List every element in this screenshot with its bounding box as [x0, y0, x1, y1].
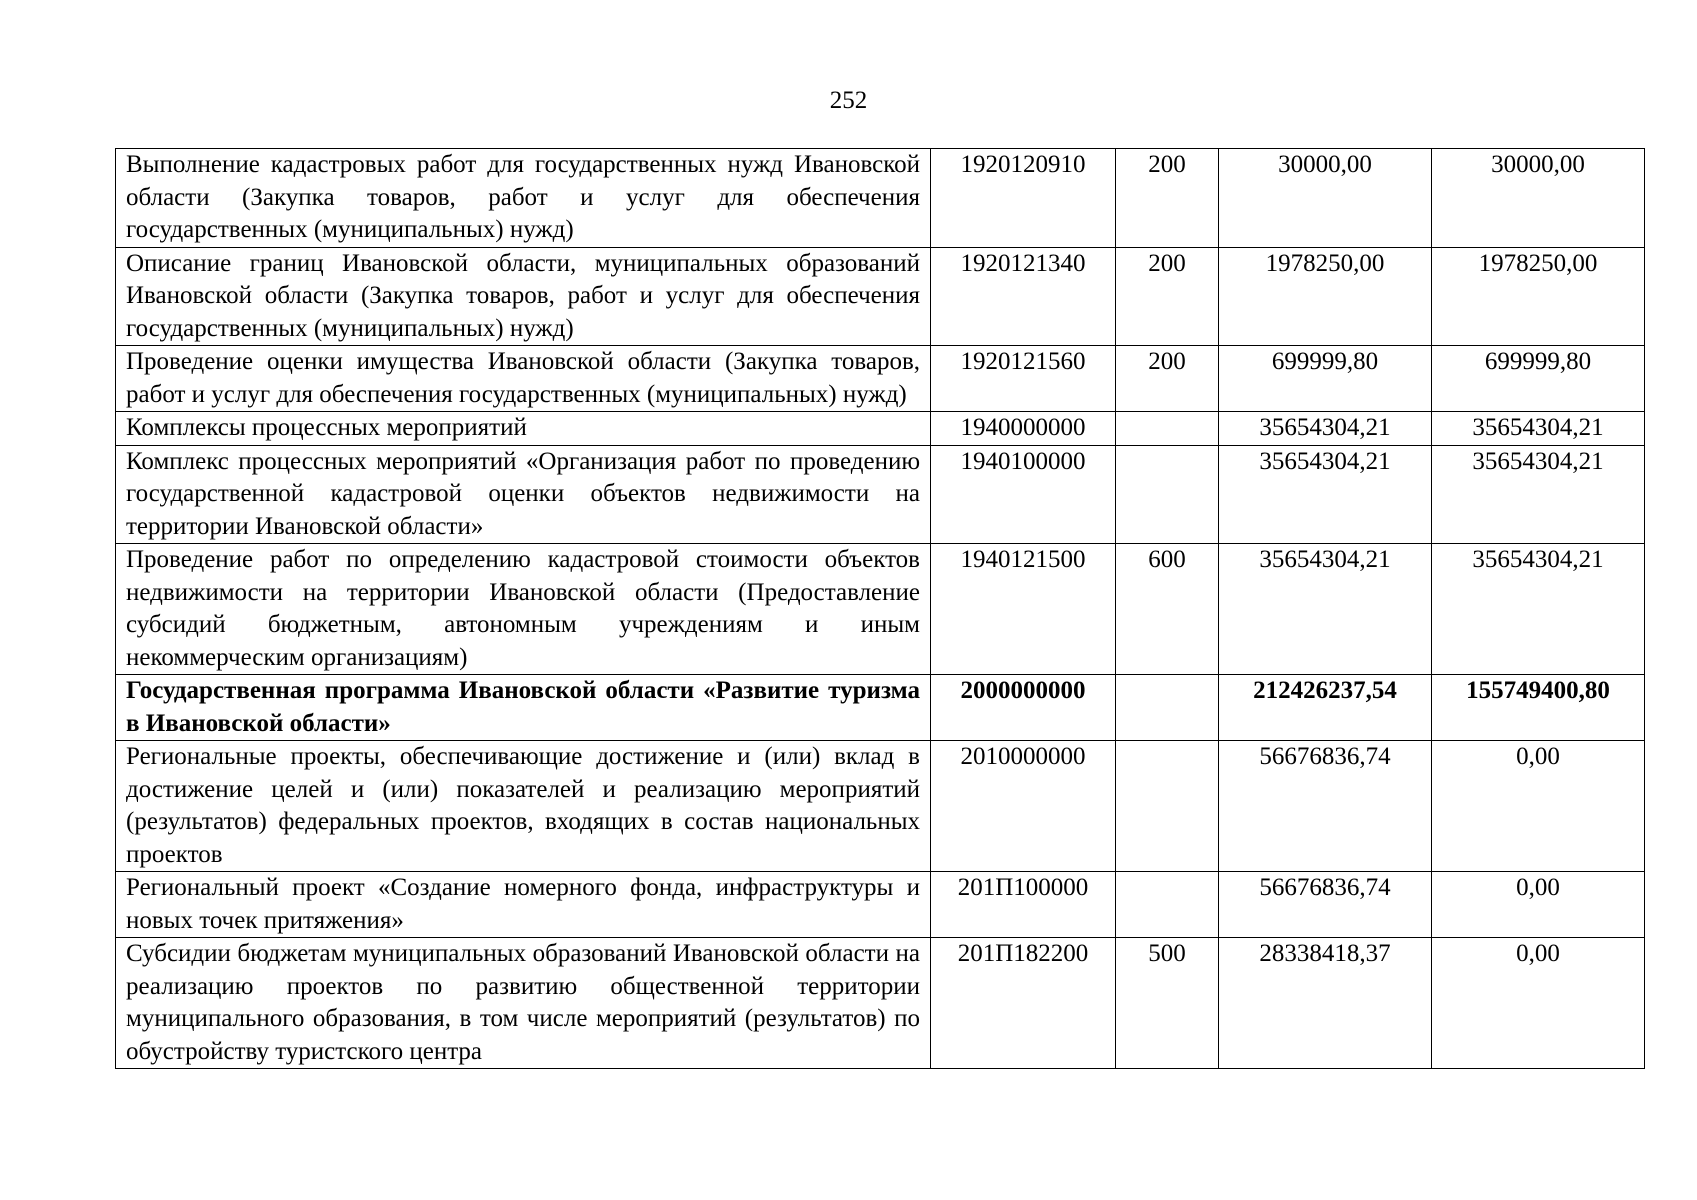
expense-name-cell: Субсидии бюджетам муниципальных образований Ивановской области на реализацию проектов по развитию общественной территории муниципального образования, в том числе мероприятий (результатов) по обустройству туристского центра	[116, 938, 931, 1069]
table-row	[116, 149, 1645, 248]
amount-first-year-cell: 56676836,74	[1219, 741, 1432, 872]
table-row	[116, 412, 1645, 446]
amount-first-year-cell: 699999,80	[1219, 346, 1432, 412]
expense-name-cell: Выполнение кадастровых работ для государственных нужд Ивановской области (Закупка товаров, работ и услуг для обеспечения государственных (муниципальных) нужд)	[116, 149, 931, 248]
expense-name-cell: Региональные проекты, обеспечивающие достижение и (или) вклад в достижение целей и (или) показателей и реализацию мероприятий (результатов) федеральных проектов, входящих в состав национальных проектов	[116, 741, 931, 872]
target-article-code-cell: 1940100000	[931, 445, 1116, 544]
amount-second-year-cell: 35654304,21	[1432, 445, 1645, 544]
amount-first-year-cell: 30000,00	[1219, 149, 1432, 248]
amount-second-year-cell: 35654304,21	[1432, 544, 1645, 675]
budget-table-body	[116, 149, 1645, 1069]
table-row	[116, 544, 1645, 675]
target-article-code-cell: 1920121560	[931, 346, 1116, 412]
amount-first-year-cell: 35654304,21	[1219, 544, 1432, 675]
amount-second-year-cell: 699999,80	[1432, 346, 1645, 412]
expense-type-cell	[1116, 445, 1219, 544]
table-row	[116, 872, 1645, 938]
amount-second-year-cell: 0,00	[1432, 938, 1645, 1069]
amount-second-year-cell: 35654304,21	[1432, 412, 1645, 446]
target-article-code-cell: 2010000000	[931, 741, 1116, 872]
amount-first-year-cell: 35654304,21	[1219, 445, 1432, 544]
table-row	[116, 247, 1645, 346]
expense-type-cell: 200	[1116, 149, 1219, 248]
target-article-code-cell: 1940000000	[931, 412, 1116, 446]
amount-second-year-cell: 30000,00	[1432, 149, 1645, 248]
table-row	[116, 346, 1645, 412]
expense-type-cell	[1116, 412, 1219, 446]
expense-name-cell: Описание границ Ивановской области, муниципальных образований Ивановской области (Закупка товаров, работ и услуг для обеспечения государственных (муниципальных) нужд)	[116, 247, 931, 346]
target-article-code-cell: 1940121500	[931, 544, 1116, 675]
expense-type-cell	[1116, 675, 1219, 741]
table-row	[116, 445, 1645, 544]
target-article-code-cell: 201П182200	[931, 938, 1116, 1069]
budget-table	[115, 148, 1645, 1069]
expense-name-cell: Комплексы процессных мероприятий	[116, 412, 931, 446]
expense-type-cell: 600	[1116, 544, 1219, 675]
expense-type-cell	[1116, 741, 1219, 872]
expense-type-cell	[1116, 872, 1219, 938]
table-row	[116, 741, 1645, 872]
page-number: 252	[829, 87, 868, 114]
amount-second-year-cell: 155749400,80	[1432, 675, 1645, 741]
amount-first-year-cell: 1978250,00	[1219, 247, 1432, 346]
amount-second-year-cell: 1978250,00	[1432, 247, 1645, 346]
expense-name-cell: Проведение работ по определению кадастровой стоимости объектов недвижимости на территории Ивановской области (Предоставление субсидий бюджетным, автономным учреждениям и иным некоммерческим организациям)	[116, 544, 931, 675]
amount-first-year-cell: 35654304,21	[1219, 412, 1432, 446]
amount-second-year-cell: 0,00	[1432, 872, 1645, 938]
expense-name-cell: Государственная программа Ивановской области «Развитие туризма в Ивановской области»	[116, 675, 931, 741]
expense-name-cell: Комплекс процессных мероприятий «Организация работ по проведению государственной кадастровой оценки объектов недвижимости на территории Ивановской области»	[116, 445, 931, 544]
table-row-program-total	[116, 675, 1645, 741]
table-row	[116, 938, 1645, 1069]
target-article-code-cell: 1920120910	[931, 149, 1116, 248]
amount-first-year-cell: 28338418,37	[1219, 938, 1432, 1069]
target-article-code-cell: 1920121340	[931, 247, 1116, 346]
expense-type-cell: 500	[1116, 938, 1219, 1069]
expense-type-cell: 200	[1116, 247, 1219, 346]
target-article-code-cell: 201П100000	[931, 872, 1116, 938]
amount-first-year-cell: 56676836,74	[1219, 872, 1432, 938]
amount-second-year-cell: 0,00	[1432, 741, 1645, 872]
expense-type-cell: 200	[1116, 346, 1219, 412]
expense-name-cell: Проведение оценки имущества Ивановской области (Закупка товаров, работ и услуг для обеспечения государственных (муниципальных) нужд)	[116, 346, 931, 412]
amount-first-year-cell: 212426237,54	[1219, 675, 1432, 741]
target-article-code-cell: 2000000000	[931, 675, 1116, 741]
expense-name-cell: Региональный проект «Создание номерного фонда, инфраструктуры и новых точек притяжения»	[116, 872, 931, 938]
